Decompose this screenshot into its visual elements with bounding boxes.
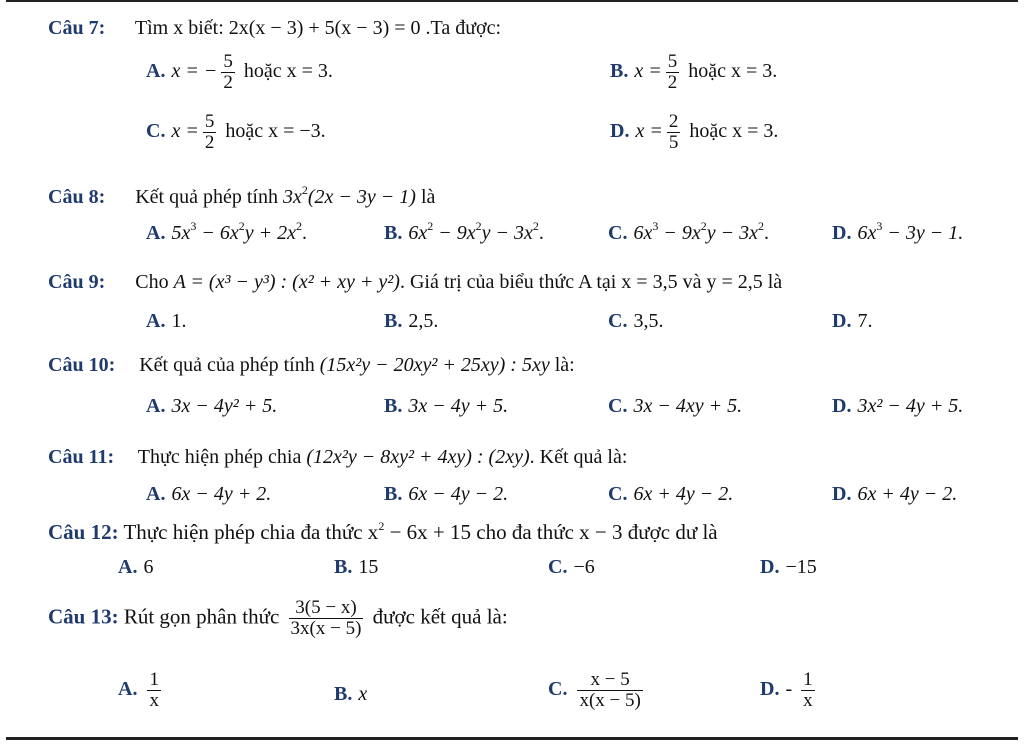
option-a[interactable]: A. x = − $\frac{5}{2}$ hoặc x = 3. (146, 51, 333, 93)
option-d[interactable]: D. - $\frac{1}{x}$ (760, 669, 813, 711)
option-a[interactable]: A. 6 (118, 556, 154, 578)
question-13: Câu 13: Rút gọn phân thức $\frac{3(5 - x)}{3x(x - 5)}$ được kết quả là: (48, 597, 508, 639)
option-c[interactable]: C. $\frac{x - 5}{x(x - 5)}$ (548, 669, 641, 711)
option-c[interactable]: C. −6 (548, 556, 595, 578)
option-b[interactable]: B. 2,5. (384, 310, 439, 332)
fraction: $\frac{5}{2}$ (223, 51, 233, 93)
option-d[interactable]: D. x = $\frac{2}{5}$ hoặc x = 3. (610, 111, 779, 153)
option-a[interactable]: A. $5x^3 - 6x^2y + 2x^2$. (146, 219, 307, 244)
option-d[interactable]: D. $6x^3 - 3y - 1$. (832, 219, 964, 244)
question-10: Câu 10: Kết quả của phép tính (15x²y − 20xy² + 25xy) : 5xy là: (48, 354, 575, 376)
option-a[interactable]: A. 6x − 4y + 2. (146, 483, 272, 505)
fraction: $\frac{x - 5}{x(x - 5)}$ (579, 669, 641, 711)
fraction: $\frac{2}{5}$ (668, 111, 679, 153)
question-7 (48, 16, 501, 40)
option-c[interactable]: C. x = $\frac{5}{2}$ hoặc x = −3. (146, 111, 326, 153)
option-c[interactable]: C. $6x^3 - 9x^2y - 3x^2$. (608, 219, 769, 244)
fraction: $\frac{5}{2}$ (204, 111, 215, 153)
option-d[interactable]: D. −15 (760, 556, 817, 578)
fraction: $\frac{3(5 - x)}{3x(x - 5)}$ (290, 597, 362, 639)
option-a[interactable]: A. 3x − 4y² + 5. (146, 395, 278, 417)
option-b[interactable]: B. 15 (334, 556, 379, 578)
option-b[interactable]: B. $6x^2 - 9x^2y - 3x^2$. (384, 219, 544, 244)
option-c[interactable]: C. 6x + 4y − 2. (608, 483, 734, 505)
option-a[interactable]: A. $\frac{1}{x}$ (118, 669, 159, 711)
option-b[interactable]: B. 6x − 4y − 2. (384, 483, 509, 505)
fraction: $\frac{1}{x}$ (149, 669, 159, 711)
fraction: $\frac{5}{2}$ (667, 51, 678, 93)
option-b[interactable]: B. 3x − 4y + 5. (384, 395, 509, 417)
option-d[interactable]: D. 7. (832, 310, 873, 332)
question-12: Câu 12: Thực hiện phép chia đa thức $x^2 - 6x + 15$ cho đa thức x − 3 được dư là (48, 519, 718, 544)
option-b[interactable]: B. x = $\frac{5}{2}$ hoặc x = 3. (610, 51, 778, 93)
option-d[interactable]: D. 6x + 4y − 2. (832, 483, 958, 505)
fraction: $\frac{1}{x}$ (803, 669, 813, 711)
question-11: Câu 11: Thực hiện phép chia (12x²y − 8xy² + 4xy) : (2xy). Kết quả là: (48, 446, 628, 468)
question-8: Câu 8: Kết quả phép tính $3x^2(2x - 3y - 1)$ là (48, 183, 436, 208)
question-text: Tìm x biết: 2x(x − 3) + 5(x − 3) = 0 .Ta được: (134, 17, 502, 39)
option-c[interactable]: C. 3x − 4xy + 5. (608, 395, 743, 417)
option-c[interactable]: C. 3,5. (608, 310, 664, 332)
option-b[interactable]: B. x (334, 683, 368, 705)
question-9: Câu 9: Cho A = (x³ − y³) : (x² + xy + y²). Giá trị của biểu thức A tại x = 3,5 và y = 2,5 là (48, 271, 783, 293)
option-d[interactable]: D. 3x² − 4y + 5. (832, 395, 964, 417)
question-label: Câu 7: (48, 17, 106, 39)
option-a[interactable]: A. 1. (146, 310, 187, 332)
